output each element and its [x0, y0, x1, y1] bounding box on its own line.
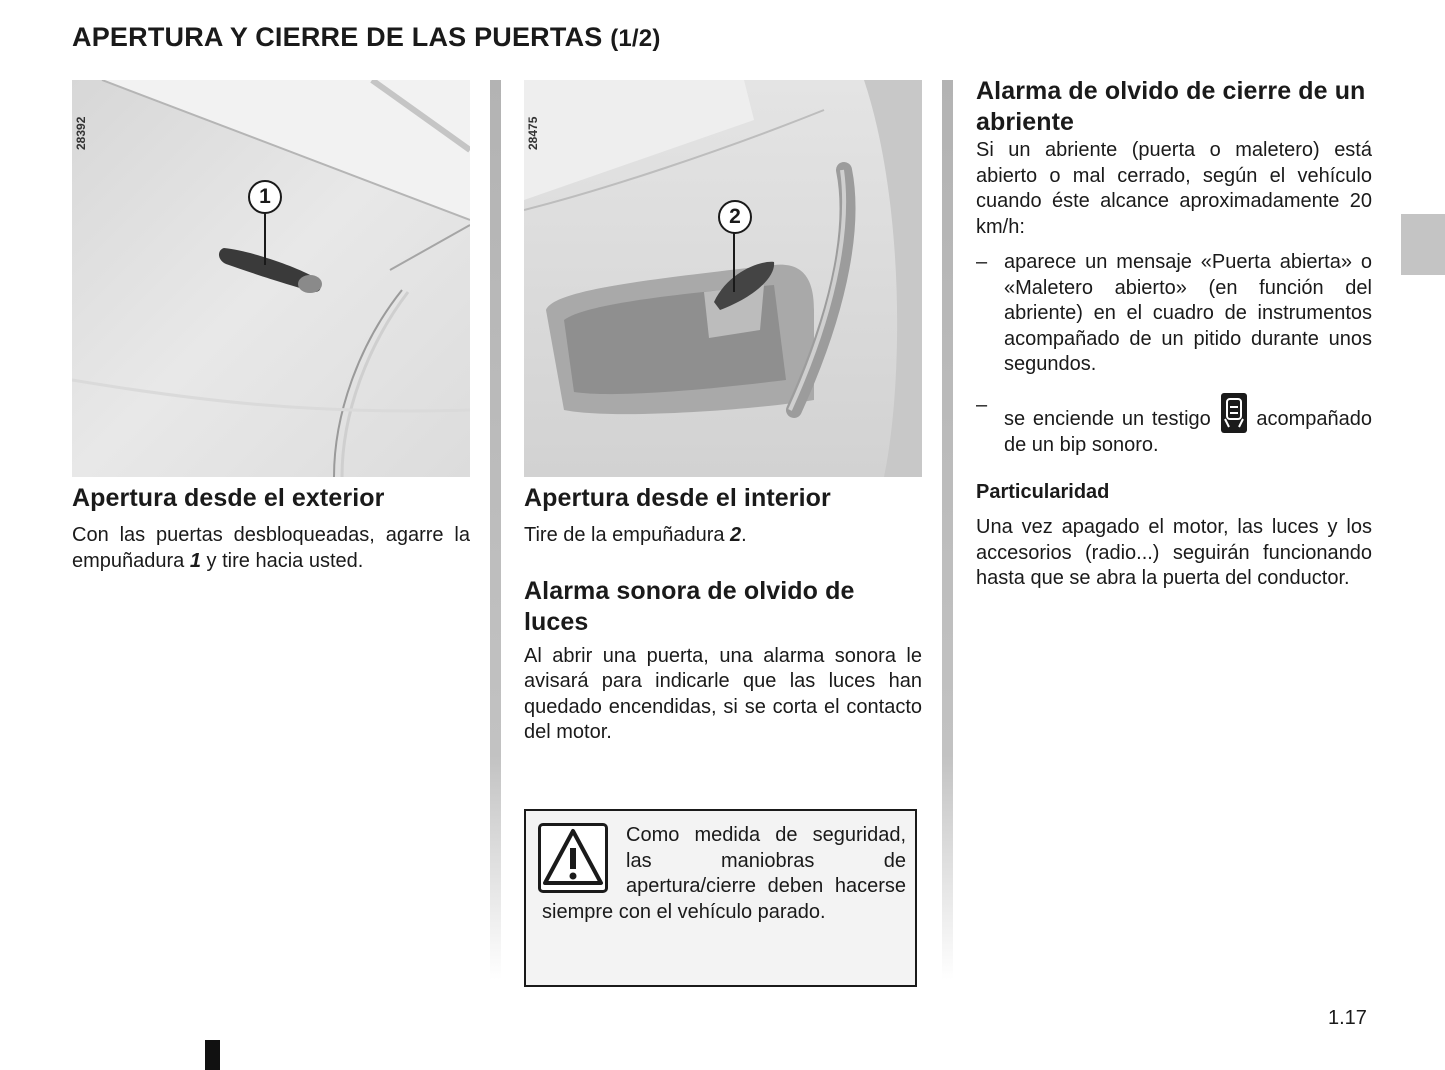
- callout-2: 2: [718, 200, 752, 234]
- figure-code: 28392: [74, 116, 88, 150]
- particularity-text: Una vez apagado el motor, las luces y los accesorios (radio...) seguirán funcionando hasta que se abra la puerta del conductor.: [976, 516, 1372, 589]
- interior-door-illustration: [524, 80, 922, 477]
- column-door-alarm: [976, 76, 1372, 592]
- page-title: APERTURA Y CIERRE DE LAS PUERTAS (1/2): [72, 22, 661, 52]
- lights-alarm-text: Al abrir una puerta, una alarma sonora le avisará para indicarle que las luces han quedado encendidas, si se corta el contacto del motor.: [524, 644, 922, 743]
- interior-opening-text: Tire de la empuñadura 2.: [524, 524, 747, 546]
- exterior-opening-text: Con las puertas desbloqueadas, agarre la empuñadura 1 y tire hacia usted.: [72, 524, 470, 572]
- callout-1: 1: [248, 180, 282, 214]
- door-open-alarm-intro: Si un abriente (puerta o maletero) está abierto o mal cerrado, según el vehículo cuando éste alcance aproximadamente 20 km/h:: [976, 139, 1372, 238]
- list-item: – se enciende un testigo acompañado de un bip sonoro.: [976, 393, 1372, 459]
- warning-light-item-text: se enciende un testigo acompañado de un bip sonoro.: [1004, 393, 1372, 459]
- heading-exterior-opening: Apertura desde el exterior: [72, 484, 385, 512]
- crop-mark: [205, 1040, 220, 1070]
- heading-particularity: Particularidad: [976, 481, 1110, 503]
- door-open-warning-icon: [1221, 393, 1247, 433]
- column-interior: [524, 483, 922, 746]
- handle-ref-1: 1: [189, 549, 201, 572]
- exterior-handle-photo: [72, 80, 470, 477]
- handle-ref-2: 2: [730, 524, 742, 546]
- page-title-suffix: (1/2): [610, 25, 661, 52]
- heading-lights-alarm: Alarma sonora de olvido de luces: [524, 576, 855, 636]
- interior-handle-photo: [524, 80, 922, 477]
- exterior-door-illustration: [72, 80, 470, 477]
- safety-warning-box: [524, 809, 917, 987]
- heading-door-open-alarm: Alarma de olvido de cierre de un abriente: [976, 77, 1366, 136]
- page-number: 1.17: [1328, 1007, 1367, 1029]
- column-exterior: [72, 483, 470, 574]
- heading-interior-opening: Apertura desde el interior: [524, 484, 831, 512]
- column-divider-right: [942, 80, 953, 980]
- chapter-tab: [1401, 214, 1445, 275]
- figure-code: 28475: [526, 116, 540, 150]
- message-item-text: aparece un mensaje «Puerta abierta» o «Maletero abierto» (en función del abriente) en el cuadro de instrumentos acompañado de un pitido durante unos segundos.: [1004, 251, 1372, 375]
- column-divider-left: [490, 80, 501, 980]
- list-item: – aparece un mensaje «Puerta abierta» o «Maletero abierto» (en función del abriente) en el cuadro de instrumentos acompañado de un pitido durante unos segundos.: [976, 250, 1372, 378]
- safety-warning-text: Como medida de seguridad, las maniobras de apertura/cierre deben hacerse siempre con el vehículo parado.: [542, 824, 906, 924]
